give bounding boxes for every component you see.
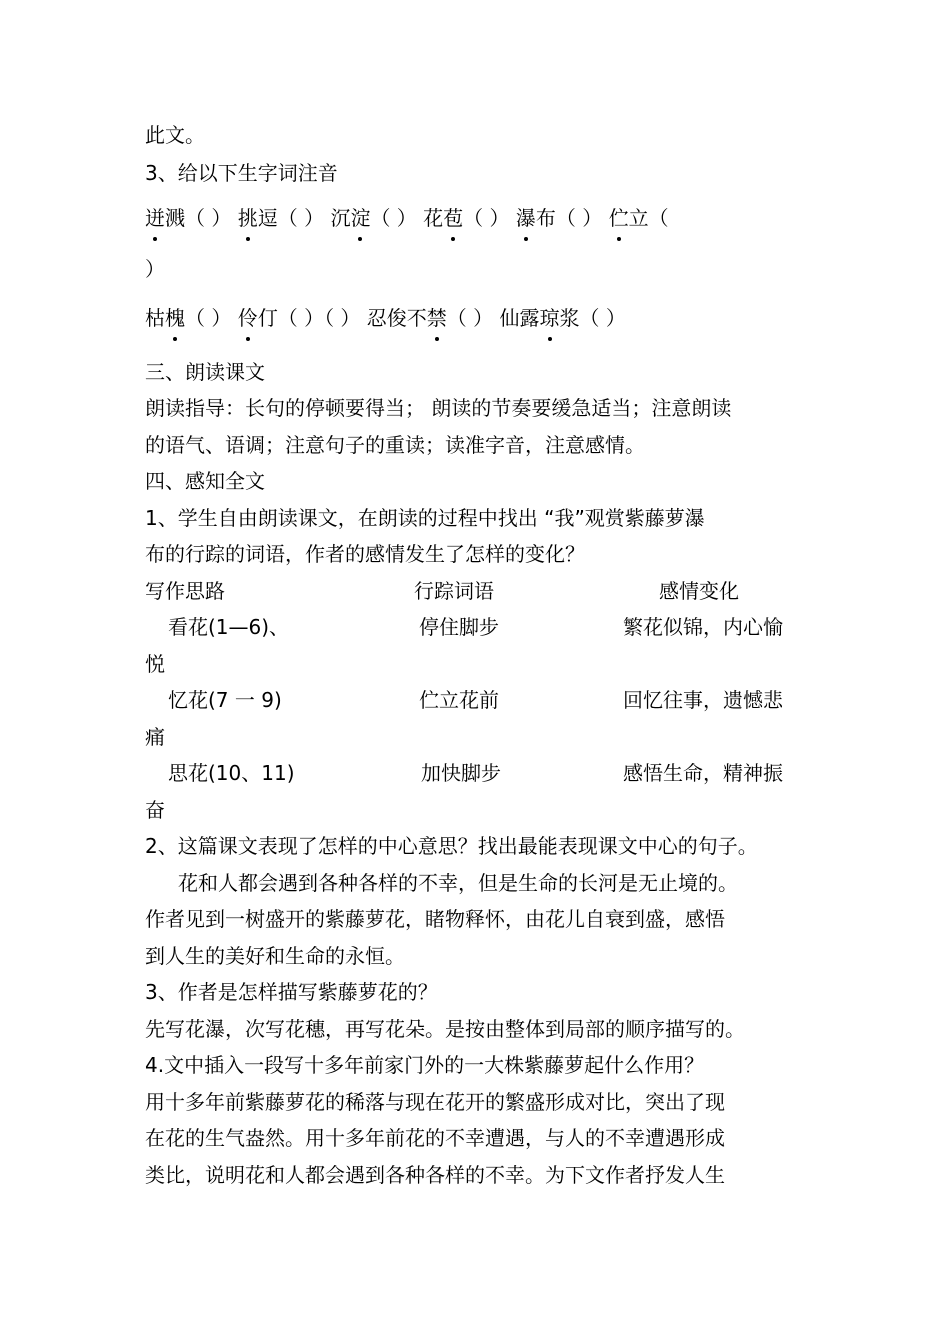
answer-blank: （ xyxy=(648,206,669,230)
dotted-char: 迸 xyxy=(145,206,165,230)
text-line: 1、学生自由朗读课文，在朗读的过程中找出 “我”观赏紫藤萝瀑 xyxy=(145,506,705,530)
char: 忍俊不 xyxy=(366,306,427,330)
char: 浆 xyxy=(559,306,580,330)
table-cell-idea: 忆花(7 一 9) xyxy=(168,688,282,712)
text-line: 在花的生气盎然。用十多年前花的不幸遭遇，与人的不幸遭遇形成 xyxy=(145,1126,725,1150)
char: 逗 xyxy=(257,206,278,230)
text-line: 4.文中插入一段写十多年前家门外的一大株紫藤萝起什么作用？ xyxy=(145,1053,705,1077)
dotted-char: 槐 xyxy=(165,306,185,330)
table-cell-word: 加快脚步 xyxy=(421,761,501,785)
pinyin-exercise-row xyxy=(145,204,669,232)
section-heading: 三、朗读课文 xyxy=(145,360,265,384)
text-line: 的语气、语调；注意句子的重读；读准字音，注意感情。 xyxy=(145,433,645,457)
text-line: 2、这篇课文表现了怎样的中心意思？找出最能表现课文中心的句子。 xyxy=(145,834,758,858)
dotted-char: 伶 xyxy=(237,306,258,330)
table-header-feel: 感情变化 xyxy=(659,579,739,603)
char: 枯 xyxy=(145,306,165,330)
text-line: 布的行踪的词语，作者的感情发生了怎样的变化？ xyxy=(145,542,585,566)
table-cell-idea: 看花(1—6)、 xyxy=(168,615,290,639)
dotted-char: 挑 xyxy=(237,206,258,230)
text-line: 到人生的美好和生命的永恒。 xyxy=(145,944,405,968)
char: 溅 xyxy=(165,206,185,230)
table-header-idea: 写作思路 xyxy=(145,579,225,603)
dotted-char: 苞 xyxy=(443,206,464,230)
dotted-char: 瀑 xyxy=(515,206,536,230)
table-cell-wrap: 奋 xyxy=(145,798,165,822)
text-line: 花和人都会遇到各种各样的不幸，但是生命的长河是无止境的。 xyxy=(178,871,738,895)
table-cell-idea: 思花(10、11) xyxy=(168,761,295,785)
table-cell-word: 伫立花前 xyxy=(419,688,499,712)
pinyin-exercise-row xyxy=(145,304,626,332)
section-heading: 四、感知全文 xyxy=(145,469,265,493)
dotted-char: 淀 xyxy=(350,206,371,230)
text-line: ） xyxy=(145,257,165,281)
dotted-char: 伫 xyxy=(608,206,629,230)
answer-blank: （ ） xyxy=(446,306,494,330)
text-line: 类比，说明花和人都会遇到各种各样的不幸。为下文作者抒发人生 xyxy=(145,1163,725,1187)
answer-blank: （ ）（ ） xyxy=(277,306,361,330)
text-line: 先写花瀑，次写花穗，再写花朵。是按由整体到局部的顺序描写的。 xyxy=(145,1017,745,1041)
dotted-char: 琼 xyxy=(539,306,560,330)
char: 花 xyxy=(423,206,444,230)
char: 立 xyxy=(628,206,649,230)
answer-blank: （ ） xyxy=(277,206,325,230)
text-line: 作者见到一树盛开的紫藤萝花，睹物释怀，由花儿自衰到盛，感悟 xyxy=(145,907,725,931)
text-line: 此文。 xyxy=(145,123,205,147)
table-cell-feel: 回忆往事，遗憾悲 xyxy=(623,688,783,712)
dotted-char: 禁 xyxy=(426,306,447,330)
table-cell-word: 停住脚步 xyxy=(419,615,499,639)
char: 仙露 xyxy=(499,306,540,330)
answer-blank: （ ） xyxy=(185,206,232,230)
table-header-word: 行踪词语 xyxy=(414,579,494,603)
text-line: 3、作者是怎样描写紫藤萝花的？ xyxy=(145,980,438,1004)
answer-blank: （ ） xyxy=(463,206,510,230)
table-cell-feel: 繁花似锦，内心愉 xyxy=(623,615,783,639)
table-cell-wrap: 悦 xyxy=(145,652,165,676)
text-line: 朗读指导：长句的停顿要得当； 朗读的节奏要缓急适当；注意朗读 xyxy=(145,396,732,420)
section-heading: 3、给以下生字词注音 xyxy=(145,161,338,185)
char: 仃 xyxy=(257,306,278,330)
answer-blank: （ ） xyxy=(370,206,417,230)
answer-blank: （ ） xyxy=(555,206,603,230)
table-cell-feel: 感悟生命，精神振 xyxy=(623,761,783,785)
text-line: 用十多年前紫藤萝花的稀落与现在花开的繁盛形成对比，突出了现 xyxy=(145,1090,725,1114)
char: 布 xyxy=(535,206,556,230)
answer-blank: （ ） xyxy=(185,306,232,330)
answer-blank: （ ） xyxy=(579,306,626,330)
table-cell-wrap: 痛 xyxy=(145,725,165,749)
char: 沉 xyxy=(330,206,351,230)
